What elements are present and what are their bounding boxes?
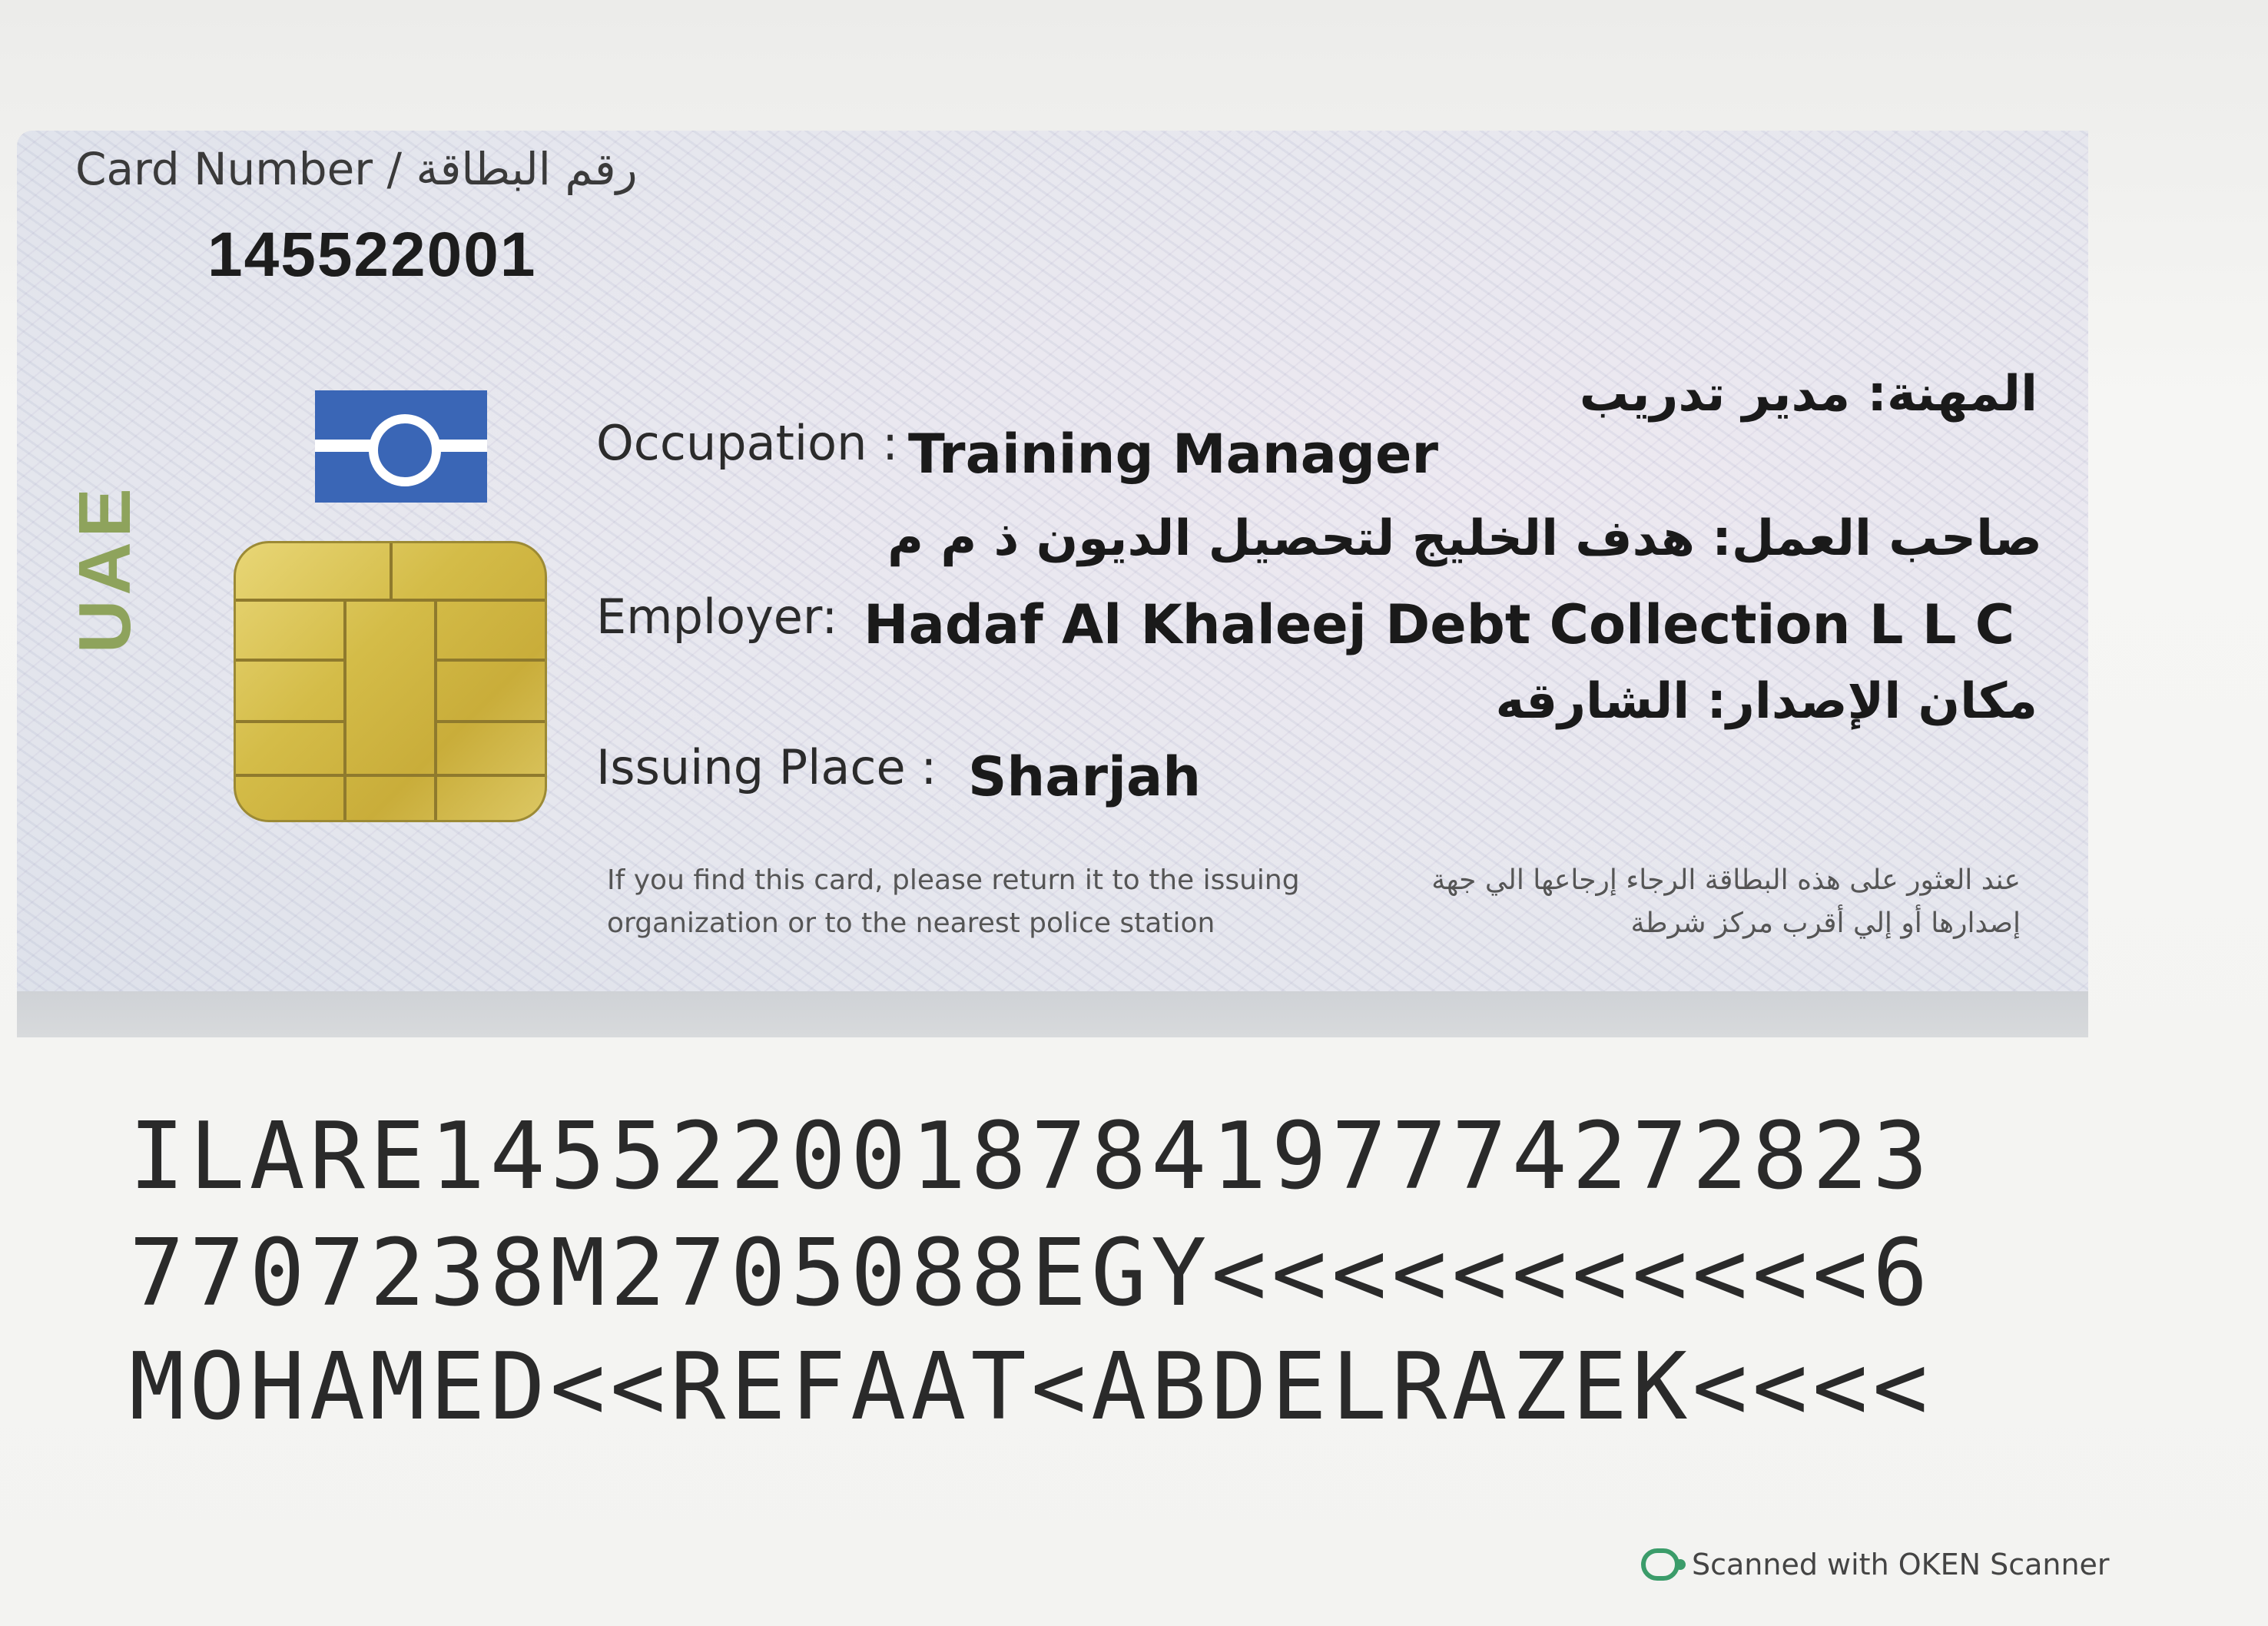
scanner-watermark [1641, 1548, 2110, 1581]
smart-chip-icon [234, 541, 547, 822]
lost-card-notice-english: If you find this card, please return it to the issuing organization or to the nearest police station [607, 864, 1300, 939]
issuing-place-label: Issuing Place : [596, 739, 937, 795]
employer-value: Hadaf Al Khaleej Debt Collection L L C [864, 593, 2015, 656]
issuing-place-arabic: مكان الإصدار: الشارقه [1495, 673, 2038, 730]
mrz-line-2: 7707238M2705088EGY<<<<<<<<<<<6 [129, 1220, 1933, 1327]
id-card-back [17, 131, 2088, 1037]
mrz-line-1: ILARE1455220018784197774272823 [129, 1103, 1933, 1210]
card-bottom-strip [17, 991, 2088, 1037]
occupation-label: Occupation : [596, 415, 898, 471]
occupation-arabic: المهنة: مدير تدريب [1579, 366, 2038, 423]
card-number: 145522001 [207, 220, 537, 290]
scanner-watermark-text: Scanned with OKEN Scanner [1692, 1548, 2110, 1581]
issuing-place-value: Sharjah [968, 745, 1202, 808]
card-number-label: Card Number / رقم البطاقة [75, 143, 638, 195]
oken-scanner-logo-icon [1641, 1548, 1679, 1581]
lost-card-notice-arabic: عند العثور على هذه البطاقة الرجاء إرجاعها الي جهة إصدارها أو إلي أقرب مركز شرطة [1431, 864, 2021, 939]
employer-label: Employer: [596, 589, 838, 645]
mrz-line-3: MOHAMED<<REFAAT<ABDELRAZEK<<<< [129, 1334, 1933, 1441]
occupation-value: Training Manager [908, 423, 1439, 486]
uae-vertical-mark: UAE [64, 483, 146, 653]
blue-emblem-icon [315, 390, 487, 503]
employer-arabic: صاحب العمل: هدف الخليج لتحصيل الديون ذ م م [887, 510, 2042, 567]
